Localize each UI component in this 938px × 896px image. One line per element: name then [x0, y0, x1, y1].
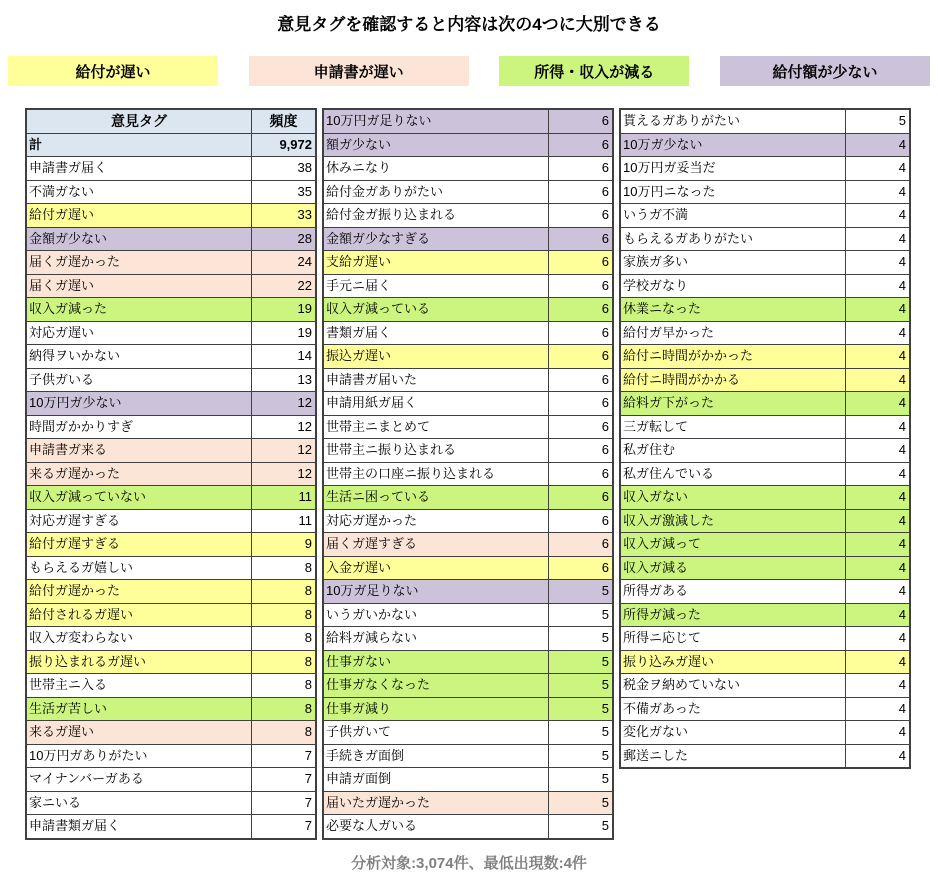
tag-frequency: 8: [304, 653, 312, 669]
tag-label: 給付ガ早かった: [621, 322, 846, 345]
table-row: [324, 416, 612, 440]
tag-label: 届いたガ遅かった: [324, 792, 549, 815]
table-row: [621, 392, 909, 416]
tag-label: 子供ガいる: [27, 369, 252, 392]
table-row: [324, 157, 612, 181]
tag-frequency: 6: [601, 489, 609, 505]
table-row: [27, 463, 315, 487]
table-row: [621, 181, 909, 205]
table-row: [324, 228, 612, 252]
frequency-table-column-1: [25, 108, 317, 840]
tag-frequency: 5: [601, 583, 609, 599]
table-row: [621, 486, 909, 510]
table-row: [621, 674, 909, 698]
tag-label: 貰えるガありがたい: [621, 110, 846, 133]
tag-label: 学校ガなり: [621, 275, 846, 298]
tag-frequency: 33: [297, 207, 312, 223]
tag-label: 子供ガいて: [324, 721, 549, 744]
table-row: [621, 439, 909, 463]
table-row: [324, 369, 612, 393]
tag-label: 給付金ガ振り込まれる: [324, 204, 549, 227]
table-row: [27, 486, 315, 510]
legend-item-3: 所得・収入が減る: [499, 56, 689, 86]
tag-label: 振込ガ遅い: [324, 345, 549, 368]
tag-label: 給付ガ遅い: [27, 204, 252, 227]
table-row: [324, 533, 612, 557]
table-row: [621, 275, 909, 299]
tag-label: 給付ニ時間がかかる: [621, 369, 846, 392]
tag-label: 書類ガ届く: [324, 322, 549, 345]
tag-frequency: 6: [601, 136, 609, 152]
tag-frequency: 28: [297, 230, 312, 246]
tag-frequency: 6: [601, 160, 609, 176]
tag-label: 仕事ガなくなった: [324, 674, 549, 697]
tag-frequency: 4: [898, 536, 906, 552]
tag-label: 給付されるガ遅い: [27, 604, 252, 627]
tag-label: 税金ヲ納めていない: [621, 674, 846, 697]
tag-label: 所得ガ減った: [621, 604, 846, 627]
table-row: [324, 439, 612, 463]
tag-frequency: 14: [297, 348, 312, 364]
tag-frequency: 19: [297, 301, 312, 317]
table-row: [27, 439, 315, 463]
tag-label: 時間ガかかりすぎ: [27, 416, 252, 439]
tag-frequency: 6: [601, 301, 609, 317]
table-row: [27, 674, 315, 698]
tag-frequency: 11: [298, 512, 312, 528]
tag-label: 来るガ遅かった: [27, 463, 252, 486]
tag-label: 届くガ遅かった: [27, 251, 252, 274]
table-row: [324, 251, 612, 275]
table-row: [324, 345, 612, 369]
tag-frequency: 6: [601, 371, 609, 387]
tag-label: 収入ガない: [621, 486, 846, 509]
table-row: [621, 369, 909, 393]
tag-label: 家族ガ多い: [621, 251, 846, 274]
tag-frequency: 4: [898, 418, 906, 434]
tag-frequency: 5: [601, 606, 609, 622]
tag-label: 振り込まれるガ遅い: [27, 651, 252, 674]
frequency-table-column-2: [322, 108, 614, 840]
tag-frequency: 4: [898, 207, 906, 223]
tag-frequency: 6: [601, 183, 609, 199]
table-row: [621, 557, 909, 581]
tag-label: 収入ガ減って: [621, 533, 846, 556]
tag-frequency: 7: [304, 771, 312, 787]
table-row: [27, 322, 315, 346]
table-row: [621, 251, 909, 275]
table-row: [621, 228, 909, 252]
tag-label: 生活ニ困っている: [324, 486, 549, 509]
tag-frequency: 4: [898, 724, 906, 740]
tag-frequency: 5: [898, 113, 906, 129]
tag-label: 10万円ガ妥当だ: [621, 157, 846, 180]
table-row: [621, 510, 909, 534]
tag-frequency: 6: [601, 277, 609, 293]
tag-label: 入金ガ遅い: [324, 557, 549, 580]
tag-label: 家ニいる: [27, 792, 252, 815]
tag-label: 給料ガ下がった: [621, 392, 846, 415]
tag-label: 振り込みガ遅い: [621, 651, 846, 674]
tag-frequency: 4: [898, 254, 906, 270]
frequency-tables: [25, 108, 938, 840]
table-row: [27, 792, 315, 816]
tag-frequency: 7: [304, 818, 312, 834]
table-row: [324, 745, 612, 769]
tag-label: 来るガ遅い: [27, 721, 252, 744]
tag-frequency: 5: [601, 724, 609, 740]
tag-frequency: 4: [898, 700, 906, 716]
table-row: [621, 721, 909, 745]
tag-label: 金額ガ少なすぎる: [324, 228, 549, 251]
table-row: [621, 698, 909, 722]
tag-frequency: 4: [898, 442, 906, 458]
table-row: [621, 745, 909, 768]
tag-frequency: 4: [898, 512, 906, 528]
column-header-frequency: 頻度: [269, 113, 298, 130]
tag-frequency: 4: [898, 324, 906, 340]
tag-label: 手続きガ面倒: [324, 745, 549, 768]
tag-frequency: 4: [898, 677, 906, 693]
tag-frequency: 4: [898, 136, 906, 152]
table-row: [27, 298, 315, 322]
tag-frequency: 4: [898, 559, 906, 575]
tag-frequency: 12: [297, 395, 312, 411]
tag-frequency: 9: [304, 536, 312, 552]
tag-label: 10万ガ足りない: [324, 580, 549, 603]
tag-frequency: 4: [898, 465, 906, 481]
tag-frequency: 6: [601, 442, 609, 458]
tag-label: 郵送ニした: [621, 745, 846, 768]
tag-label: 10万ガ少ない: [621, 134, 846, 157]
table-row: [27, 110, 315, 134]
table-row: [27, 651, 315, 675]
tag-label: 対応ガ遅かった: [324, 510, 549, 533]
table-row: [324, 698, 612, 722]
tag-frequency: 13: [297, 371, 312, 387]
tag-label: 申請書ガ届く: [27, 157, 252, 180]
table-row: [621, 580, 909, 604]
tag-frequency: 6: [601, 207, 609, 223]
page-title: 意見タグを確認すると内容は次の4つに大別できる: [277, 15, 661, 34]
tag-label: 生活ガ苦しい: [27, 698, 252, 721]
analysis-footnote: 分析対象:3,074件、最低出現数:4件: [351, 854, 587, 872]
table-row: [621, 204, 909, 228]
tag-frequency: 5: [601, 771, 609, 787]
table-row: [621, 345, 909, 369]
tag-frequency: 5: [601, 818, 609, 834]
tag-frequency: 4: [898, 583, 906, 599]
tag-frequency: 6: [601, 418, 609, 434]
table-row: [27, 768, 315, 792]
tag-label: 収入ガ減った: [27, 298, 252, 321]
tag-frequency: 8: [304, 583, 312, 599]
tag-label: 私ガ住んでいる: [621, 463, 846, 486]
tag-label: 申請ガ面倒: [324, 768, 549, 791]
tag-label: 届くガ遅すぎる: [324, 533, 549, 556]
table-row: [621, 533, 909, 557]
tag-label: 収入ガ減っていない: [27, 486, 252, 509]
tag-label: 申請書ガ届いた: [324, 369, 549, 392]
tag-frequency: 8: [304, 677, 312, 693]
tag-label: 収入ガ減る: [621, 557, 846, 580]
table-row: [324, 815, 612, 838]
tag-frequency: 4: [898, 301, 906, 317]
tag-label: 世帯主ニ入る: [27, 674, 252, 697]
tag-label: 所得ガある: [621, 580, 846, 603]
table-row: [27, 533, 315, 557]
legend-item-4: 給付額が少ない: [720, 56, 930, 86]
tag-label: いうガ不満: [621, 204, 846, 227]
table-row: [324, 463, 612, 487]
table-row: [324, 181, 612, 205]
table-row: [324, 580, 612, 604]
table-row: [621, 157, 909, 181]
tag-frequency: 24: [297, 254, 312, 270]
tag-label: 手元ニ届く: [324, 275, 549, 298]
table-row: [324, 486, 612, 510]
tag-frequency: 4: [898, 277, 906, 293]
tag-frequency: 4: [898, 371, 906, 387]
tag-frequency: 4: [898, 183, 906, 199]
table-row: [27, 580, 315, 604]
tag-frequency: 5: [601, 630, 609, 646]
tag-frequency: 6: [601, 465, 609, 481]
tag-label: 10万円ガ足りない: [324, 110, 549, 133]
table-row: [621, 298, 909, 322]
tag-frequency: 5: [601, 677, 609, 693]
table-row: [27, 275, 315, 299]
tag-label: 私ガ住む: [621, 439, 846, 462]
table-row: [27, 510, 315, 534]
table-row: [324, 627, 612, 651]
table-row: [27, 392, 315, 416]
tag-frequency: 6: [601, 559, 609, 575]
tag-label: 申請用紙ガ届く: [324, 392, 549, 415]
legend-item-2: 申請書が遅い: [249, 56, 469, 86]
column-header-tag: 意見タグ: [27, 110, 252, 133]
tag-frequency: 6: [601, 512, 609, 528]
tag-label: 所得ニ応じて: [621, 627, 846, 650]
tag-label: もらえるガありがたい: [621, 228, 846, 251]
tag-frequency: 35: [297, 183, 312, 199]
tag-frequency: 4: [898, 160, 906, 176]
table-row: [27, 134, 315, 158]
tag-label: 世帯主ニ振り込まれる: [324, 439, 549, 462]
tag-frequency: 4: [898, 606, 906, 622]
table-row: [27, 698, 315, 722]
table-row: [27, 604, 315, 628]
tag-frequency: 7: [304, 794, 312, 810]
tag-frequency: 4: [898, 348, 906, 364]
tag-frequency: 8: [304, 630, 312, 646]
tag-frequency: 5: [601, 794, 609, 810]
table-row: [324, 392, 612, 416]
table-row: [27, 627, 315, 651]
table-row: [27, 557, 315, 581]
tag-label: 申請書類ガ届く: [27, 815, 252, 838]
table-row: [27, 251, 315, 275]
tag-frequency: 4: [898, 230, 906, 246]
total-value: 9,972: [279, 136, 312, 152]
tag-frequency: 12: [297, 465, 312, 481]
table-row: [324, 204, 612, 228]
tag-frequency: 8: [304, 724, 312, 740]
tag-frequency: 8: [304, 606, 312, 622]
tag-label: 10万円ガ少ない: [27, 392, 252, 415]
tag-frequency: 4: [898, 489, 906, 505]
tag-label: 金額ガ少ない: [27, 228, 252, 251]
total-label: 計: [27, 134, 252, 157]
table-row: [27, 745, 315, 769]
table-row: [324, 298, 612, 322]
table-row: [324, 510, 612, 534]
table-row: [621, 110, 909, 134]
table-row: [621, 322, 909, 346]
tag-label: 対応ガ遅い: [27, 322, 252, 345]
tag-frequency: 12: [297, 418, 312, 434]
table-row: [324, 557, 612, 581]
table-row: [27, 815, 315, 838]
table-row: [621, 463, 909, 487]
tag-label: 仕事ガ減り: [324, 698, 549, 721]
table-row: [621, 134, 909, 158]
tag-label: 額ガ少ない: [324, 134, 549, 157]
tag-label: 必要な人ガいる: [324, 815, 549, 838]
tag-label: 収入ガ変わらない: [27, 627, 252, 650]
tag-label: 給付ガ遅かった: [27, 580, 252, 603]
tag-label: 不備ガあった: [621, 698, 846, 721]
tag-frequency: 7: [304, 747, 312, 763]
table-row: [324, 322, 612, 346]
frequency-table-column-3: [619, 108, 911, 769]
tag-label: 納得ヲいかない: [27, 345, 252, 368]
table-row: [27, 181, 315, 205]
tag-label: 世帯主ニまとめて: [324, 416, 549, 439]
tag-label: いうガいかない: [324, 604, 549, 627]
legend-item-1: 給付が遅い: [8, 56, 218, 86]
table-row: [621, 604, 909, 628]
tag-frequency: 6: [601, 230, 609, 246]
table-row: [324, 721, 612, 745]
table-row: [621, 416, 909, 440]
table-row: [27, 721, 315, 745]
table-row: [324, 792, 612, 816]
tag-frequency: 5: [601, 653, 609, 669]
table-row: [324, 604, 612, 628]
category-legend: [8, 56, 930, 86]
tag-label: もらえるガ嬉しい: [27, 557, 252, 580]
table-row: [27, 345, 315, 369]
tag-label: 不満ガない: [27, 181, 252, 204]
tag-label: 給料ガ減らない: [324, 627, 549, 650]
tag-frequency: 5: [601, 747, 609, 763]
tag-frequency: 6: [601, 348, 609, 364]
table-row: [324, 674, 612, 698]
tag-frequency: 4: [898, 653, 906, 669]
tag-label: 休みニなり: [324, 157, 549, 180]
tag-frequency: 19: [297, 324, 312, 340]
tag-frequency: 4: [898, 630, 906, 646]
table-row: [621, 627, 909, 651]
table-row: [621, 651, 909, 675]
table-row: [27, 369, 315, 393]
table-row: [324, 651, 612, 675]
tag-frequency: 12: [297, 442, 312, 458]
tag-label: 変化ガない: [621, 721, 846, 744]
tag-label: 休業ニなった: [621, 298, 846, 321]
tag-label: 給付ガ遅すぎる: [27, 533, 252, 556]
tag-label: 収入ガ激減した: [621, 510, 846, 533]
tag-label: 収入ガ減っている: [324, 298, 549, 321]
tag-label: 10万円ニなった: [621, 181, 846, 204]
tag-label: マイナンバーガある: [27, 768, 252, 791]
tag-label: 申請書ガ来る: [27, 439, 252, 462]
table-row: [324, 768, 612, 792]
tag-frequency: 11: [298, 489, 312, 505]
tag-frequency: 6: [601, 113, 609, 129]
tag-frequency: 6: [601, 536, 609, 552]
tag-frequency: 4: [898, 747, 906, 763]
tag-frequency: 8: [304, 559, 312, 575]
table-row: [27, 157, 315, 181]
tag-frequency: 22: [297, 277, 312, 293]
tag-frequency: 5: [601, 700, 609, 716]
tag-label: 三ガ転して: [621, 416, 846, 439]
tag-label: 届くガ遅い: [27, 275, 252, 298]
tag-frequency: 4: [898, 395, 906, 411]
tag-label: 仕事ガない: [324, 651, 549, 674]
table-row: [324, 134, 612, 158]
tag-label: 世帯主の口座ニ振り込まれる: [324, 463, 549, 486]
tag-label: 対応ガ遅すぎる: [27, 510, 252, 533]
tag-frequency: 6: [601, 324, 609, 340]
tag-frequency: 8: [304, 700, 312, 716]
tag-frequency: 6: [601, 254, 609, 270]
tag-label: 10万円ガありがたい: [27, 745, 252, 768]
table-row: [27, 416, 315, 440]
table-row: [324, 110, 612, 134]
tag-label: 給付金ガありがたい: [324, 181, 549, 204]
table-row: [27, 228, 315, 252]
tag-label: 給付ニ時間がかかった: [621, 345, 846, 368]
table-row: [27, 204, 315, 228]
table-row: [324, 275, 612, 299]
tag-frequency: 6: [601, 395, 609, 411]
tag-label: 支給ガ遅い: [324, 251, 549, 274]
tag-frequency: 38: [297, 160, 312, 176]
